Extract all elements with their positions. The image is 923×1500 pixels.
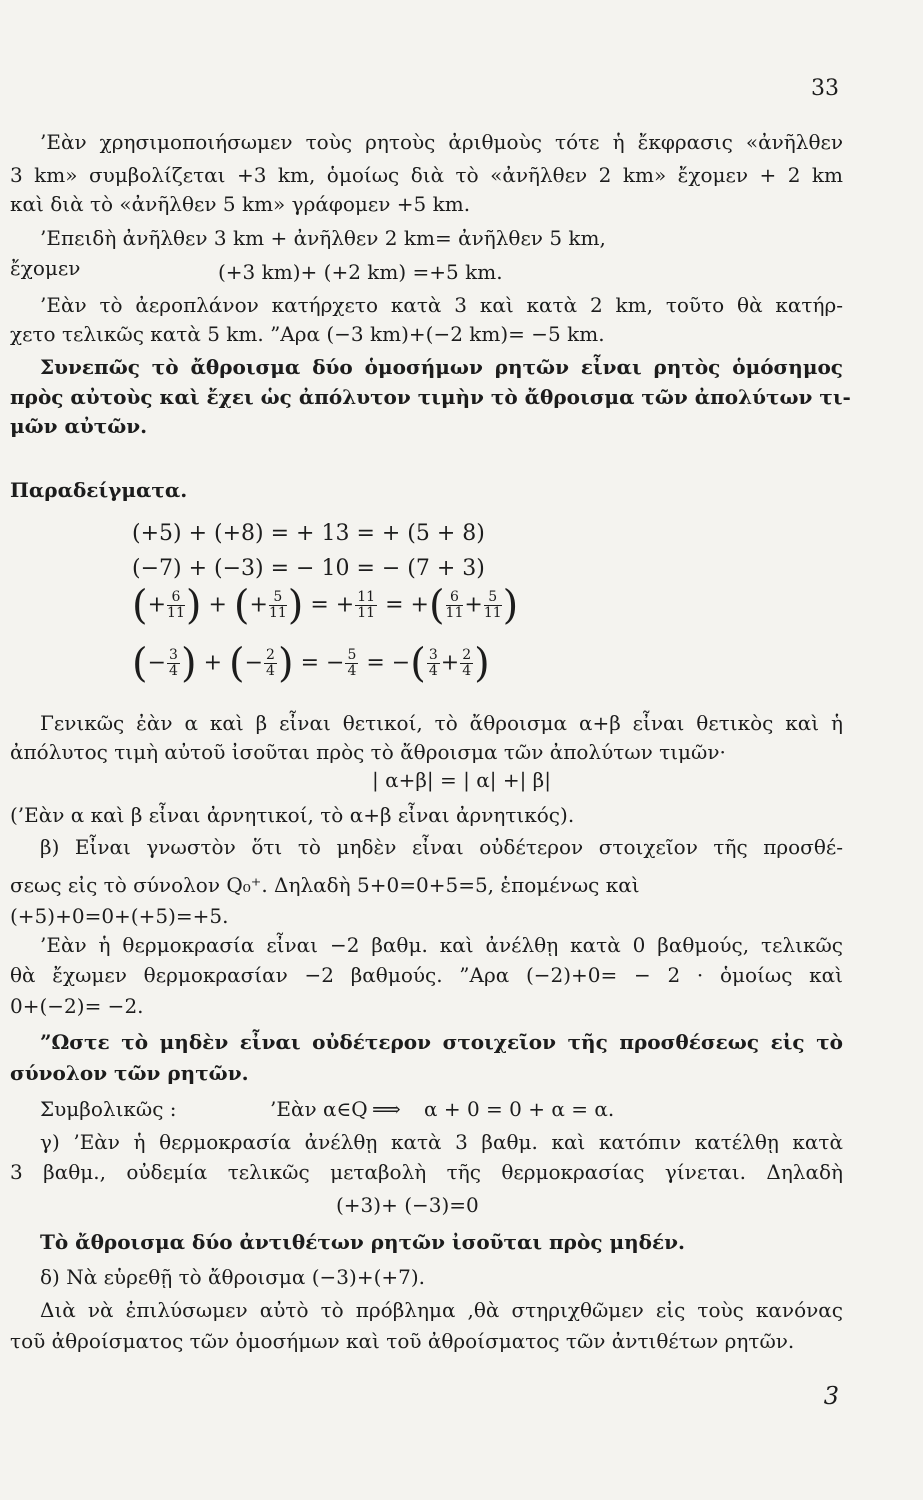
text-line: ἔχομεν <box>10 256 81 280</box>
text-line: Γενικῶς ἐὰν α καὶ β εἶναι θετικοί, τὸ ἄθροισμα α+β εἶναι θετικὸς καὶ ἡ <box>40 711 843 735</box>
absolute-value-equation: | α+β| = | α| +| β| <box>372 768 551 792</box>
fraction-equation-positive: (+ $\frac{6}{11}$ ) + (+ $\frac{5}{11}$ ) = + $\frac{11}{11}$ = +( $\frac{6}{11}$ + $\frac{5}{11}$ ) <box>132 582 519 629</box>
text-line: ’Εὰν τὸ ἀεροπλάνον κατήρχετο κατὰ 3 καὶ κατὰ 2 km, τοῦτο θὰ κατήρ- <box>40 293 843 317</box>
text-line: 0+(−2)= −2. <box>10 994 144 1018</box>
text-line: τοῦ ἀθροίσματος τῶν ὁμοσήμων καὶ τοῦ ἀθροίσματος τῶν ἀντιθέτων ρητῶν. <box>10 1329 795 1353</box>
rule-line: Τὸ ἄθροισμα δύο ἀντιθέτων ρητῶν ἰσοῦται πρὸς μηδέν. <box>40 1230 685 1254</box>
text-line: θὰ ἔχωμεν θερμοκρασίαν −2 βαθμούς. ”Αρα (−2)+0= − 2 · ὁμοίως καὶ <box>10 963 843 987</box>
text-line: (’Εὰν α καὶ β εἶναι ἀρνητικοί, τὸ α+β εἶναι ἀρνητικός). <box>10 803 575 827</box>
fraction-equation-negative: (− $\frac{3}{4}$ ) + (− $\frac{2}{4}$ ) = − $\frac{5}{4}$ = −( $\frac{3}{4}$ + $\frac{2}{4}$ ) <box>132 640 490 687</box>
text-line: (+5)+0=0+(+5)=+5. <box>10 904 229 928</box>
rule-line: πρὸς αὐτοὺς καὶ ἔχει ὡς ἀπόλυτον τιμὴν τὸ ἄθροισμα τῶν ἀπολύτων τι- <box>10 385 851 409</box>
page-number-top: 33 <box>811 76 839 101</box>
text-line: ’Εὰν χρησιμοποιήσωμεν τοὺς ρητοὺς ἀριθμοὺς τότε ἡ ἔκφρασις «ἀνῆλθεν <box>40 130 843 154</box>
equation-line: (+3 km)+ (+2 km) =+5 km. <box>218 260 503 284</box>
implies-arrow: ⟹ <box>372 1097 401 1121</box>
symbolic-result: α + 0 = 0 + α = α. <box>424 1097 615 1121</box>
text-line: ’Εὰν ἡ θερμοκρασία εἶναι −2 βαθμ. καὶ ἀνέλθῃ κατὰ 0 βαθμούς, τελικῶς <box>40 933 843 957</box>
section-heading: Παραδείγματα. <box>10 478 188 502</box>
text-line: 3 βαθμ., οὐδεμία τελικῶς μεταβολὴ τῆς θερμοκρασίας γίνεται. Δηλαδὴ <box>10 1160 843 1184</box>
text-line: χετο τελικῶς κατὰ 5 km. ”Αρα (−3 km)+(−2 km)= −5 km. <box>10 322 605 346</box>
rule-line: ”Ωστε τὸ μηδὲν εἶναι οὐδέτερον στοιχεῖον τῆς προσθέσεως εἰς τὸ <box>40 1030 843 1054</box>
rule-line: Συνεπῶς τὸ ἄθροισμα δύο ὁμοσήμων ρητῶν εἶναι ρητὸς ὁμόσημος <box>40 355 843 379</box>
text-line: Διὰ νὰ ἐπιλύσωμεν αὐτὸ τὸ πρόβλημα ,θὰ στηριχθῶμεν εἰς τοὺς κανόνας <box>40 1298 843 1322</box>
text-line: καὶ διὰ τὸ «ἀνῆλθεν 5 km» γράφομεν +5 km. <box>10 192 471 216</box>
symbolic-condition: ’Εὰν α∈Q <box>270 1097 368 1121</box>
rule-line: σύνολον τῶν ρητῶν. <box>10 1061 249 1085</box>
example-equation: (+5) + (+8) = + 13 = + (5 + 8) <box>132 521 485 546</box>
text-line: 3 km» συμβολίζεται +3 km, ὁμοίως διὰ τὸ «ἀνῆλθεν 2 km» ἔχομεν + 2 km <box>10 163 843 187</box>
symbolic-label: Συμβολικῶς : <box>40 1097 177 1121</box>
example-equation: (−7) + (−3) = − 10 = − (7 + 3) <box>132 556 485 581</box>
rule-line: μῶν αὐτῶν. <box>10 414 148 438</box>
text-line: ’Επειδὴ ἀνῆλθεν 3 km + ἀνῆλθεν 2 km= ἀνῆλθεν 5 km, <box>40 226 606 250</box>
text-line: β) Εἶναι γνωστὸν ὅτι τὸ μηδὲν εἶναι οὐδέτερον στοιχεῖον τῆς προσθέ- <box>40 835 843 859</box>
equation-line: (+3)+ (−3)=0 <box>336 1193 479 1217</box>
text-line: δ) Νὰ εὑρεθῇ τὸ ἄθροισμα (−3)+(+7). <box>40 1265 426 1289</box>
text-line: γ) ’Εὰν ἡ θερμοκρασία ἀνέλθῃ κατὰ 3 βαθμ. καὶ κατόπιν κατέλθῃ κατὰ <box>40 1130 843 1154</box>
text-line: ἀπόλυτος τιμὴ αὐτοῦ ἰσοῦται πρὸς τὸ ἄθροισμα τῶν ἀπολύτων τιμῶν· <box>10 740 726 764</box>
page-number-bottom: 3 <box>823 1382 839 1410</box>
text-line: σεως εἰς τὸ σύνολον Q₀⁺. Δηλαδὴ 5+0=0+5=5, ἑπομένως καὶ <box>10 873 640 897</box>
